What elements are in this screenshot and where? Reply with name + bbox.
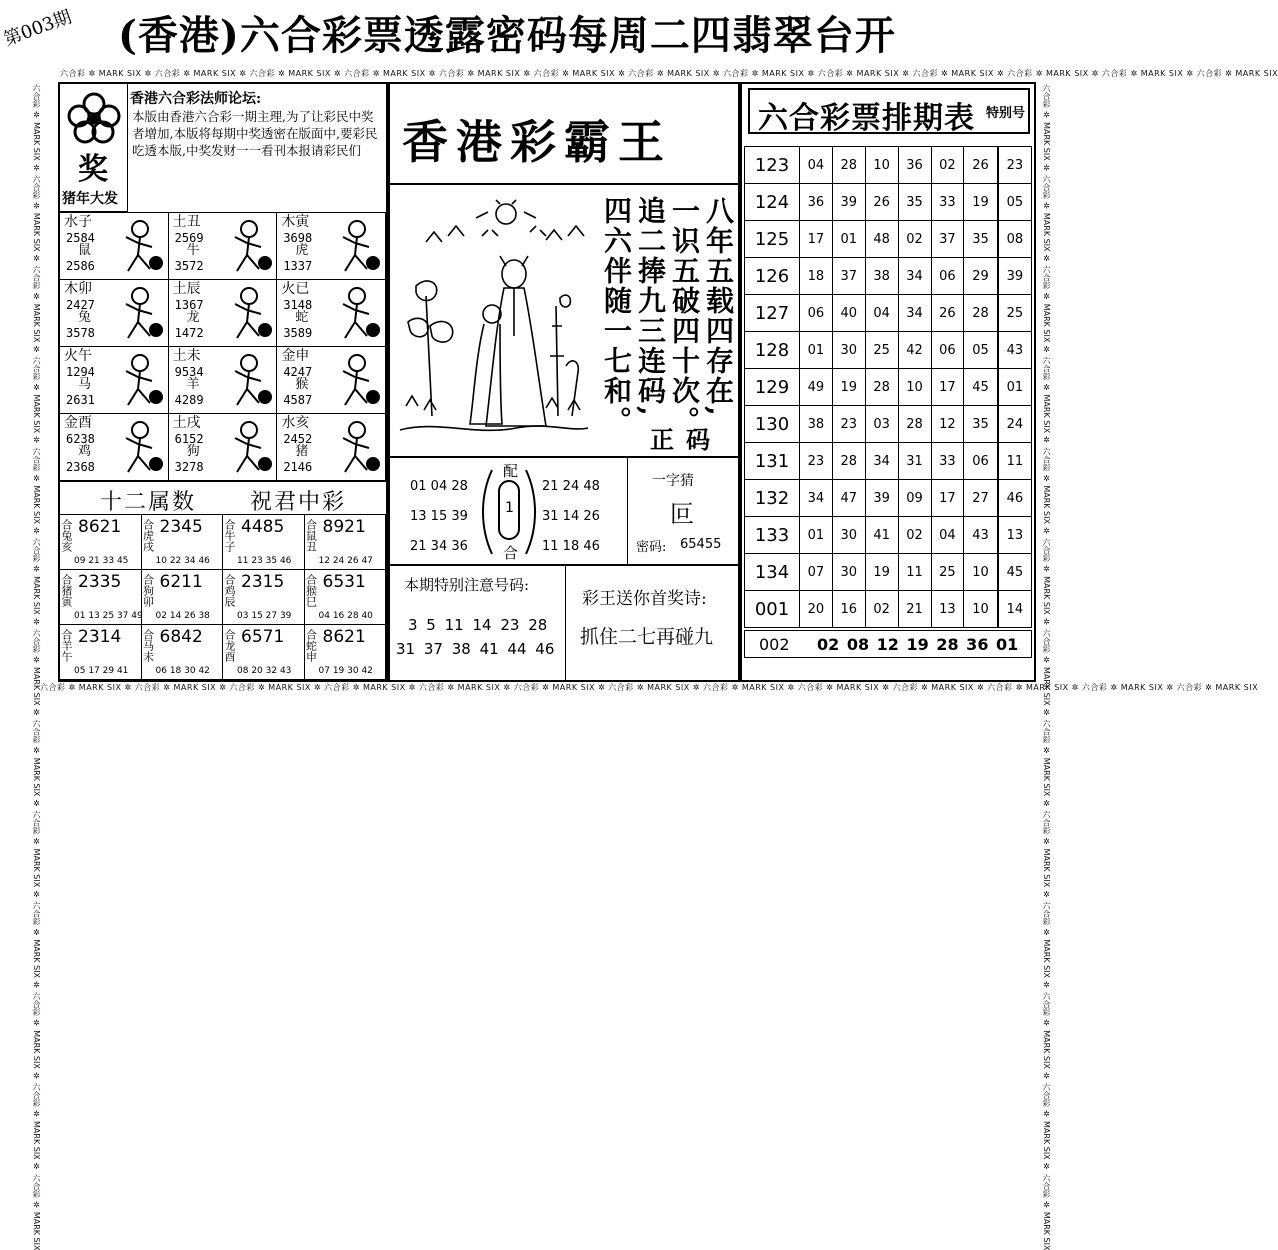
combo-side-label: 合鸡辰 <box>223 574 236 607</box>
schedule-row <box>745 369 1032 406</box>
zodiac-num-2: 3572 <box>174 259 204 273</box>
schedule-number: 13 <box>931 591 964 628</box>
combo-cell <box>142 515 224 570</box>
schedule-number: 05 <box>998 184 1032 221</box>
combo-sub-numbers: 02 14 26 38 <box>155 611 210 621</box>
big-title: 香港彩霸王 <box>402 115 672 169</box>
schedule-number: 01 <box>800 332 833 369</box>
schedule-number: 34 <box>898 258 931 295</box>
zodiac-cell <box>169 414 278 481</box>
schedule-issue-no: 124 <box>745 184 800 221</box>
schedule-number: 17 <box>800 221 833 258</box>
zodiac-cell <box>60 414 169 481</box>
banner-left: 十二属数 <box>100 490 197 515</box>
combo-cell <box>223 625 305 680</box>
combo-sub-numbers: 08 20 32 43 <box>237 666 292 676</box>
schedule-number: 33 <box>931 443 964 480</box>
combo-main-number: 4485 <box>241 517 285 537</box>
schedule-number: 46 <box>998 480 1032 517</box>
schedule-number: 21 <box>898 591 931 628</box>
schedule-number: 10 <box>898 369 931 406</box>
schedule-issue-no: 125 <box>745 221 800 258</box>
schedule-number: 04 <box>800 147 833 184</box>
schedule-number: 37 <box>832 258 865 295</box>
special-row-1: 3 5 11 14 23 28 <box>408 616 548 634</box>
banner-right: 祝君中彩 <box>250 490 347 515</box>
zodiac-figure-icon <box>114 418 166 478</box>
poem-column: 追二捧九三连码, <box>634 196 667 418</box>
special-box <box>390 566 566 680</box>
schedule-issue-no: 129 <box>745 369 800 406</box>
zodiac-animal: 虎 <box>295 243 309 258</box>
poem-tag-zheng: 正 <box>650 425 674 454</box>
schedule-number: 41 <box>865 517 898 554</box>
schedule-issue-no: 134 <box>745 554 800 591</box>
zodiac-figure-icon <box>114 217 166 277</box>
schedule-number: 06 <box>931 258 964 295</box>
combo-cell <box>305 515 387 570</box>
poem-columns <box>594 196 734 446</box>
right-decor-strip: 六合彩 ✲ MARK SIX ✲ 六合彩 ✲ MARK SIX ✲ 六合彩 ✲ MARK SIX ✲ 六合彩 ✲ MARK SIX ✲ 六合彩 ✲ MARK SIX ✲ 六合彩 ✲ MARK SIX ✲ 六合彩 ✲ MARK SIX ✲ 六合彩 ✲ MARK SIX ✲ 六合彩 ✲ MARK SIX ✲ 六合彩 ✲ MARK SIX ✲ 六合彩 ✲ MARK SIX ✲ 六合彩 ✲ MARK SIX ✲ 六合彩 ✲ MARK SIX <box>1042 84 1051 1250</box>
zodiac-figure-icon <box>114 351 166 411</box>
schedule-number: 34 <box>898 295 931 332</box>
zodiac-num-2: 3589 <box>283 326 313 340</box>
zodiac-num-1: 1294 <box>66 365 95 379</box>
special-title: 本期特别注意号码: <box>404 576 530 594</box>
schedule-number: 01 <box>832 221 865 258</box>
combo-sub-numbers: 11 23 35 46 <box>237 556 292 566</box>
schedule-number: 26 <box>964 147 998 184</box>
combo-side-label: 合狗卯 <box>141 574 155 607</box>
schedule-row <box>745 258 1032 295</box>
pair-left-row: 13 15 39 <box>410 509 468 524</box>
schedule-number: 28 <box>898 406 931 443</box>
combo-cell <box>305 625 387 680</box>
zodiac-num-2: 3578 <box>66 326 95 340</box>
zodiac-cell <box>169 280 278 347</box>
combo-side-label: 合蛇申 <box>304 629 318 662</box>
schedule-number: 13 <box>998 517 1032 554</box>
combo-cell <box>142 625 224 680</box>
schedule-title: 六合彩票排期表 <box>758 101 975 136</box>
zodiac-figure-icon <box>223 284 275 344</box>
schedule-number: 08 <box>998 221 1032 258</box>
pair-left-list <box>410 472 468 562</box>
schedule-number: 11 <box>998 443 1032 480</box>
schedule-number: 28 <box>964 295 998 332</box>
schedule-number: 10 <box>865 147 898 184</box>
combo-main-number: 2314 <box>78 627 122 647</box>
schedule-number: 19 <box>865 554 898 591</box>
zodiac-num-2: 2631 <box>66 393 95 407</box>
schedule-number: 10 <box>964 591 998 628</box>
schedule-number: 34 <box>800 480 833 517</box>
zodiac-branch: 金申 <box>281 348 310 364</box>
schedule-row <box>745 443 1032 480</box>
schedule-number: 09 <box>898 480 931 517</box>
combo-side-label: 合牛子 <box>223 519 236 552</box>
schedule-number: 35 <box>964 406 998 443</box>
schedule-number: 23 <box>998 147 1032 184</box>
schedule-number: 10 <box>964 554 998 591</box>
guess-label: 一字猜 <box>652 473 694 489</box>
poem-column: 一识五破四十次。 <box>668 196 701 436</box>
schedule-number: 31 <box>898 443 931 480</box>
zodiac-num-1: 1367 <box>174 298 204 312</box>
zodiac-animal: 蛇 <box>295 310 309 325</box>
logo-char: 奖 <box>78 152 108 187</box>
bottom-decor-strip: 六合彩 ✲ MARK SIX ✲ 六合彩 ✲ MARK SIX ✲ 六合彩 ✲ MARK SIX ✲ 六合彩 ✲ MARK SIX ✲ 六合彩 ✲ MARK SIX ✲ 六合彩 ✲ MARK SIX ✲ 六合彩 ✲ MARK SIX ✲ 六合彩 ✲ MARK SIX ✲ 六合彩 ✲ MARK SIX ✲ 六合彩 ✲ MARK SIX ✲ 六合彩 ✲ MARK SIX ✲ 六合彩 ✲ MARK SIX ✲ 六合彩 ✲ MARK SIX <box>40 683 1259 692</box>
combo-sub-numbers: 04 16 28 40 <box>318 611 373 621</box>
schedule-issue-no: 001 <box>745 591 800 628</box>
combo-sub-numbers: 12 24 26 47 <box>318 556 373 566</box>
combo-cell <box>60 625 142 680</box>
top-decor-strip: 六合彩 ✲ MARK SIX ✲ 六合彩 ✲ MARK SIX ✲ 六合彩 ✲ MARK SIX ✲ 六合彩 ✲ MARK SIX ✲ 六合彩 ✲ MARK SIX ✲ 六合彩 ✲ MARK SIX ✲ 六合彩 ✲ MARK SIX ✲ 六合彩 ✲ MARK SIX ✲ 六合彩 ✲ MARK SIX ✲ 六合彩 ✲ MARK SIX ✲ 六合彩 ✲ MARK SIX ✲ 六合彩 ✲ MARK SIX ✲ 六合彩 ✲ MARK SIX <box>60 69 1278 78</box>
schedule-number: 04 <box>931 517 964 554</box>
zodiac-num-2: 1472 <box>174 326 204 340</box>
poem-tag-ma: 码 <box>686 425 710 454</box>
poem-title: 彩王送你首奖诗: <box>582 589 707 609</box>
schedule-issue-no: 133 <box>745 517 800 554</box>
schedule-number: 05 <box>964 332 998 369</box>
schedule-number: 17 <box>931 480 964 517</box>
schedule-number: 06 <box>931 332 964 369</box>
schedule-number: 30 <box>832 554 865 591</box>
schedule-number: 24 <box>998 406 1032 443</box>
pair-left-row: 01 04 28 <box>410 479 468 494</box>
zodiac-num-2: 2146 <box>283 460 313 474</box>
schedule-row <box>745 147 1032 184</box>
zodiac-figure-icon <box>223 351 275 411</box>
combo-side-label: 合鼠丑 <box>304 519 318 552</box>
schedule-number: 39 <box>832 184 865 221</box>
schedule-number: 30 <box>832 332 865 369</box>
combo-main-number: 6211 <box>159 572 203 592</box>
combo-grid <box>60 515 386 680</box>
zodiac-cell <box>277 213 386 280</box>
zodiac-animal: 羊 <box>186 377 200 392</box>
last-issue-nums: 02 08 12 19 28 36 01 <box>817 635 1019 654</box>
schedule-number: 17 <box>931 369 964 406</box>
combo-cell <box>223 515 305 570</box>
zodiac-branch: 土未 <box>172 348 201 364</box>
combo-main-number: 8621 <box>322 627 366 647</box>
schedule-table <box>744 146 1032 628</box>
schedule-number: 23 <box>832 406 865 443</box>
zodiac-num-1: 9534 <box>174 365 204 379</box>
schedule-number: 06 <box>800 295 833 332</box>
zodiac-num-1: 3698 <box>283 231 313 245</box>
combo-sub-numbers: 07 19 30 42 <box>318 666 373 676</box>
zodiac-cell <box>169 213 278 280</box>
pair-center: 1 <box>505 500 514 516</box>
zodiac-branch: 火午 <box>64 348 92 364</box>
combo-sub-numbers: 06 18 30 42 <box>155 666 210 676</box>
schedule-number: 47 <box>832 480 865 517</box>
issue-number: 第003期 <box>1 6 75 51</box>
schedule-number: 28 <box>832 443 865 480</box>
schedule-number: 49 <box>800 369 833 406</box>
zodiac-branch: 木寅 <box>281 214 310 230</box>
schedule-number: 23 <box>800 443 833 480</box>
schedule-issue-no: 126 <box>745 258 800 295</box>
combo-sub-numbers: 03 15 27 39 <box>237 611 292 621</box>
schedule-number: 36 <box>800 184 833 221</box>
schedule-row <box>745 480 1032 517</box>
combo-side-label: 合羊午 <box>60 629 73 662</box>
zodiac-branch: 火已 <box>281 281 310 297</box>
schedule-number: 25 <box>865 332 898 369</box>
zodiac-animal: 鸡 <box>78 444 92 459</box>
schedule-number: 19 <box>832 369 865 406</box>
zodiac-num-1: 4247 <box>283 365 313 379</box>
zodiac-animal: 猪 <box>295 444 309 459</box>
combo-side-label: 合猪寅 <box>60 574 73 607</box>
schedule-issue-no: 132 <box>745 480 800 517</box>
combo-main-number: 6571 <box>241 627 285 647</box>
zodiac-animal: 马 <box>78 377 92 392</box>
zodiac-grid <box>60 213 386 481</box>
schedule-issue-no: 131 <box>745 443 800 480</box>
schedule-number: 07 <box>800 554 833 591</box>
zodiac-animal: 鼠 <box>78 243 92 258</box>
combo-sub-numbers: 09 21 33 45 <box>74 556 129 566</box>
pair-right-row: 31 14 26 <box>542 509 600 524</box>
schedule-number: 40 <box>832 295 865 332</box>
zodiac-animal: 龙 <box>186 310 200 325</box>
pair-right-row: 21 24 48 <box>542 479 600 494</box>
schedule-number: 02 <box>898 221 931 258</box>
schedule-number: 37 <box>931 221 964 258</box>
slogan: 猪年大发 <box>62 191 118 207</box>
special-row-2: 31 37 38 41 44 46 <box>396 640 555 658</box>
combo-cell <box>60 515 142 570</box>
zodiac-animal: 狗 <box>186 444 200 459</box>
schedule-number: 03 <box>865 406 898 443</box>
zodiac-branch: 水子 <box>64 214 92 230</box>
forum-body: 本版由香港六合彩一期主理,为了让彩民中奖者增加,本版将每期中奖透密在版面中,要彩民吃透本版,中奖发财一一看刊本报请彩民们 <box>132 109 378 158</box>
zodiac-branch: 木卯 <box>64 281 92 297</box>
schedule-number: 36 <box>898 147 931 184</box>
schedule-issue-no: 128 <box>745 332 800 369</box>
combo-side-label: 合龙酉 <box>223 629 236 662</box>
schedule-number: 29 <box>964 258 998 295</box>
zodiac-animal: 牛 <box>186 243 200 258</box>
schedule-issue-no: 130 <box>745 406 800 443</box>
schedule-number: 34 <box>865 443 898 480</box>
poem-column: 四六伴随一七和。 <box>600 196 633 436</box>
combo-main-number: 2315 <box>241 572 285 592</box>
zodiac-animal: 猴 <box>295 377 309 392</box>
zodiac-num-1: 2569 <box>174 231 204 245</box>
zodiac-figure-icon <box>223 418 275 478</box>
schedule-number: 14 <box>998 591 1032 628</box>
zodiac-branch: 金酉 <box>64 415 92 431</box>
pair-right-row: 11 18 46 <box>542 539 600 554</box>
schedule-number: 26 <box>931 295 964 332</box>
zodiac-cell <box>60 347 169 414</box>
schedule-number: 01 <box>800 517 833 554</box>
zodiac-figure-icon <box>331 284 383 344</box>
combo-main-number: 8621 <box>78 517 122 537</box>
combo-sub-numbers: 01 13 25 37 49 <box>74 611 143 621</box>
zodiac-figure-icon <box>331 418 383 478</box>
schedule-number: 28 <box>832 147 865 184</box>
zodiac-num-1: 6238 <box>66 432 95 446</box>
poem-column: 八年五载四存在, <box>702 196 735 418</box>
forum-heading: 香港六合彩法师论坛: <box>130 91 262 107</box>
schedule-number: 27 <box>964 480 998 517</box>
schedule-row <box>745 295 1032 332</box>
zodiac-animal: 兔 <box>78 310 92 325</box>
zodiac-num-1: 2584 <box>66 231 95 245</box>
schedule-row <box>745 591 1032 628</box>
zodiac-branch: 土丑 <box>172 214 201 230</box>
combo-side-label: 合猴巳 <box>304 574 318 607</box>
zodiac-figure-icon <box>331 351 383 411</box>
schedule-number: 35 <box>898 184 931 221</box>
zodiac-num-2: 2368 <box>66 460 95 474</box>
schedule-number: 43 <box>964 517 998 554</box>
combo-cell <box>142 570 224 625</box>
schedule-number: 04 <box>865 295 898 332</box>
left-decor-strip: 六合彩 ✲ MARK SIX ✲ 六合彩 ✲ MARK SIX ✲ 六合彩 ✲ MARK SIX ✲ 六合彩 ✲ MARK SIX ✲ 六合彩 ✲ MARK SIX ✲ 六合彩 ✲ MARK SIX ✲ 六合彩 ✲ MARK SIX ✲ 六合彩 ✲ MARK SIX ✲ 六合彩 ✲ MARK SIX ✲ 六合彩 ✲ MARK SIX ✲ 六合彩 ✲ MARK SIX ✲ 六合彩 ✲ MARK SIX ✲ 六合彩 ✲ MARK SIX <box>32 84 41 1250</box>
zodiac-num-2: 3278 <box>174 460 204 474</box>
guess-char: 叵 <box>670 500 694 528</box>
schedule-number: 30 <box>832 517 865 554</box>
schedule-number: 35 <box>964 221 998 258</box>
bracket-icon <box>478 466 540 558</box>
combo-sub-numbers: 05 17 29 41 <box>74 666 129 676</box>
schedule-last-row <box>744 630 1032 658</box>
zodiac-num-2: 1337 <box>283 259 313 273</box>
zodiac-branch: 土戌 <box>172 415 201 431</box>
sage-illustration <box>396 196 592 440</box>
zodiac-num-2: 4289 <box>174 393 204 407</box>
schedule-row <box>745 221 1032 258</box>
schedule-number: 39 <box>998 258 1032 295</box>
zodiac-num-1: 2427 <box>66 298 95 312</box>
zodiac-cell <box>277 347 386 414</box>
zodiac-cell <box>169 347 278 414</box>
combo-cell <box>305 570 387 625</box>
schedule-row <box>745 406 1032 443</box>
schedule-number: 45 <box>998 554 1032 591</box>
page-title: (香港)六合彩票透露密码每周二四翡翠台开 <box>118 12 896 59</box>
forum-logo-box <box>60 84 128 212</box>
password-label: 密码: <box>636 540 667 555</box>
last-issue-no: 002 <box>759 635 790 654</box>
schedule-tag: 特别号 <box>986 106 1026 121</box>
schedule-number: 02 <box>865 591 898 628</box>
schedule-number: 02 <box>898 517 931 554</box>
schedule-row <box>745 184 1032 221</box>
schedule-number: 39 <box>865 480 898 517</box>
zodiac-cell <box>60 213 169 280</box>
schedule-number: 43 <box>998 332 1032 369</box>
schedule-row <box>745 554 1032 591</box>
combo-side-label: 合马未 <box>141 629 155 662</box>
zodiac-banner <box>60 481 386 515</box>
schedule-number: 19 <box>964 184 998 221</box>
schedule-number: 25 <box>931 554 964 591</box>
pair-right-list <box>542 472 600 562</box>
combo-cell <box>60 570 142 625</box>
schedule-number: 06 <box>964 443 998 480</box>
zodiac-num-2: 4587 <box>283 393 313 407</box>
combo-side-label: 合兔亥 <box>60 519 73 552</box>
schedule-number: 38 <box>865 258 898 295</box>
zodiac-cell <box>277 414 386 481</box>
zodiac-num-1: 3148 <box>283 298 313 312</box>
combo-main-number: 2345 <box>159 517 203 537</box>
zodiac-branch: 土辰 <box>172 281 201 297</box>
schedule-number: 02 <box>931 147 964 184</box>
pair-label-bottom: 合 <box>503 544 519 562</box>
schedule-number: 48 <box>865 221 898 258</box>
schedule-number: 25 <box>998 295 1032 332</box>
schedule-number: 26 <box>865 184 898 221</box>
combo-main-number: 8921 <box>322 517 366 537</box>
schedule-row <box>745 517 1032 554</box>
zodiac-num-1: 6152 <box>174 432 204 446</box>
zodiac-num-2: 2586 <box>66 259 95 273</box>
combo-main-number: 2335 <box>78 572 122 592</box>
schedule-number: 11 <box>898 554 931 591</box>
zodiac-figure-icon <box>223 217 275 277</box>
combo-main-number: 6842 <box>159 627 203 647</box>
combo-side-label: 合虎戌 <box>141 519 155 552</box>
pairing-box <box>390 458 628 564</box>
combo-sub-numbers: 10 22 34 46 <box>155 556 210 566</box>
schedule-issue-no: 123 <box>745 147 800 184</box>
password: 65455 <box>680 537 722 552</box>
schedule-number: 33 <box>931 184 964 221</box>
schedule-number: 18 <box>800 258 833 295</box>
schedule-row <box>745 332 1032 369</box>
pair-label-top: 配 <box>503 462 519 480</box>
zodiac-cell <box>277 280 386 347</box>
schedule-number: 45 <box>964 369 998 406</box>
schedule-number: 01 <box>998 369 1032 406</box>
combo-cell <box>223 570 305 625</box>
poem-box <box>566 566 738 680</box>
pair-left-row: 21 34 36 <box>410 539 468 554</box>
schedule-number: 16 <box>832 591 865 628</box>
zodiac-figure-icon <box>114 284 166 344</box>
poem-line: 抓住二七再碰九 <box>580 626 714 648</box>
schedule-number: 12 <box>931 406 964 443</box>
zodiac-num-1: 2452 <box>283 432 313 446</box>
schedule-number: 20 <box>800 591 833 628</box>
schedule-header <box>748 88 1030 134</box>
schedule-number: 38 <box>800 406 833 443</box>
zodiac-cell <box>60 280 169 347</box>
zodiac-figure-icon <box>331 217 383 277</box>
schedule-issue-no: 127 <box>745 295 800 332</box>
zodiac-branch: 水亥 <box>281 415 310 431</box>
combo-main-number: 6531 <box>322 572 366 592</box>
divider <box>390 183 738 185</box>
schedule-number: 42 <box>898 332 931 369</box>
guess-box <box>628 458 738 564</box>
schedule-number: 28 <box>865 369 898 406</box>
